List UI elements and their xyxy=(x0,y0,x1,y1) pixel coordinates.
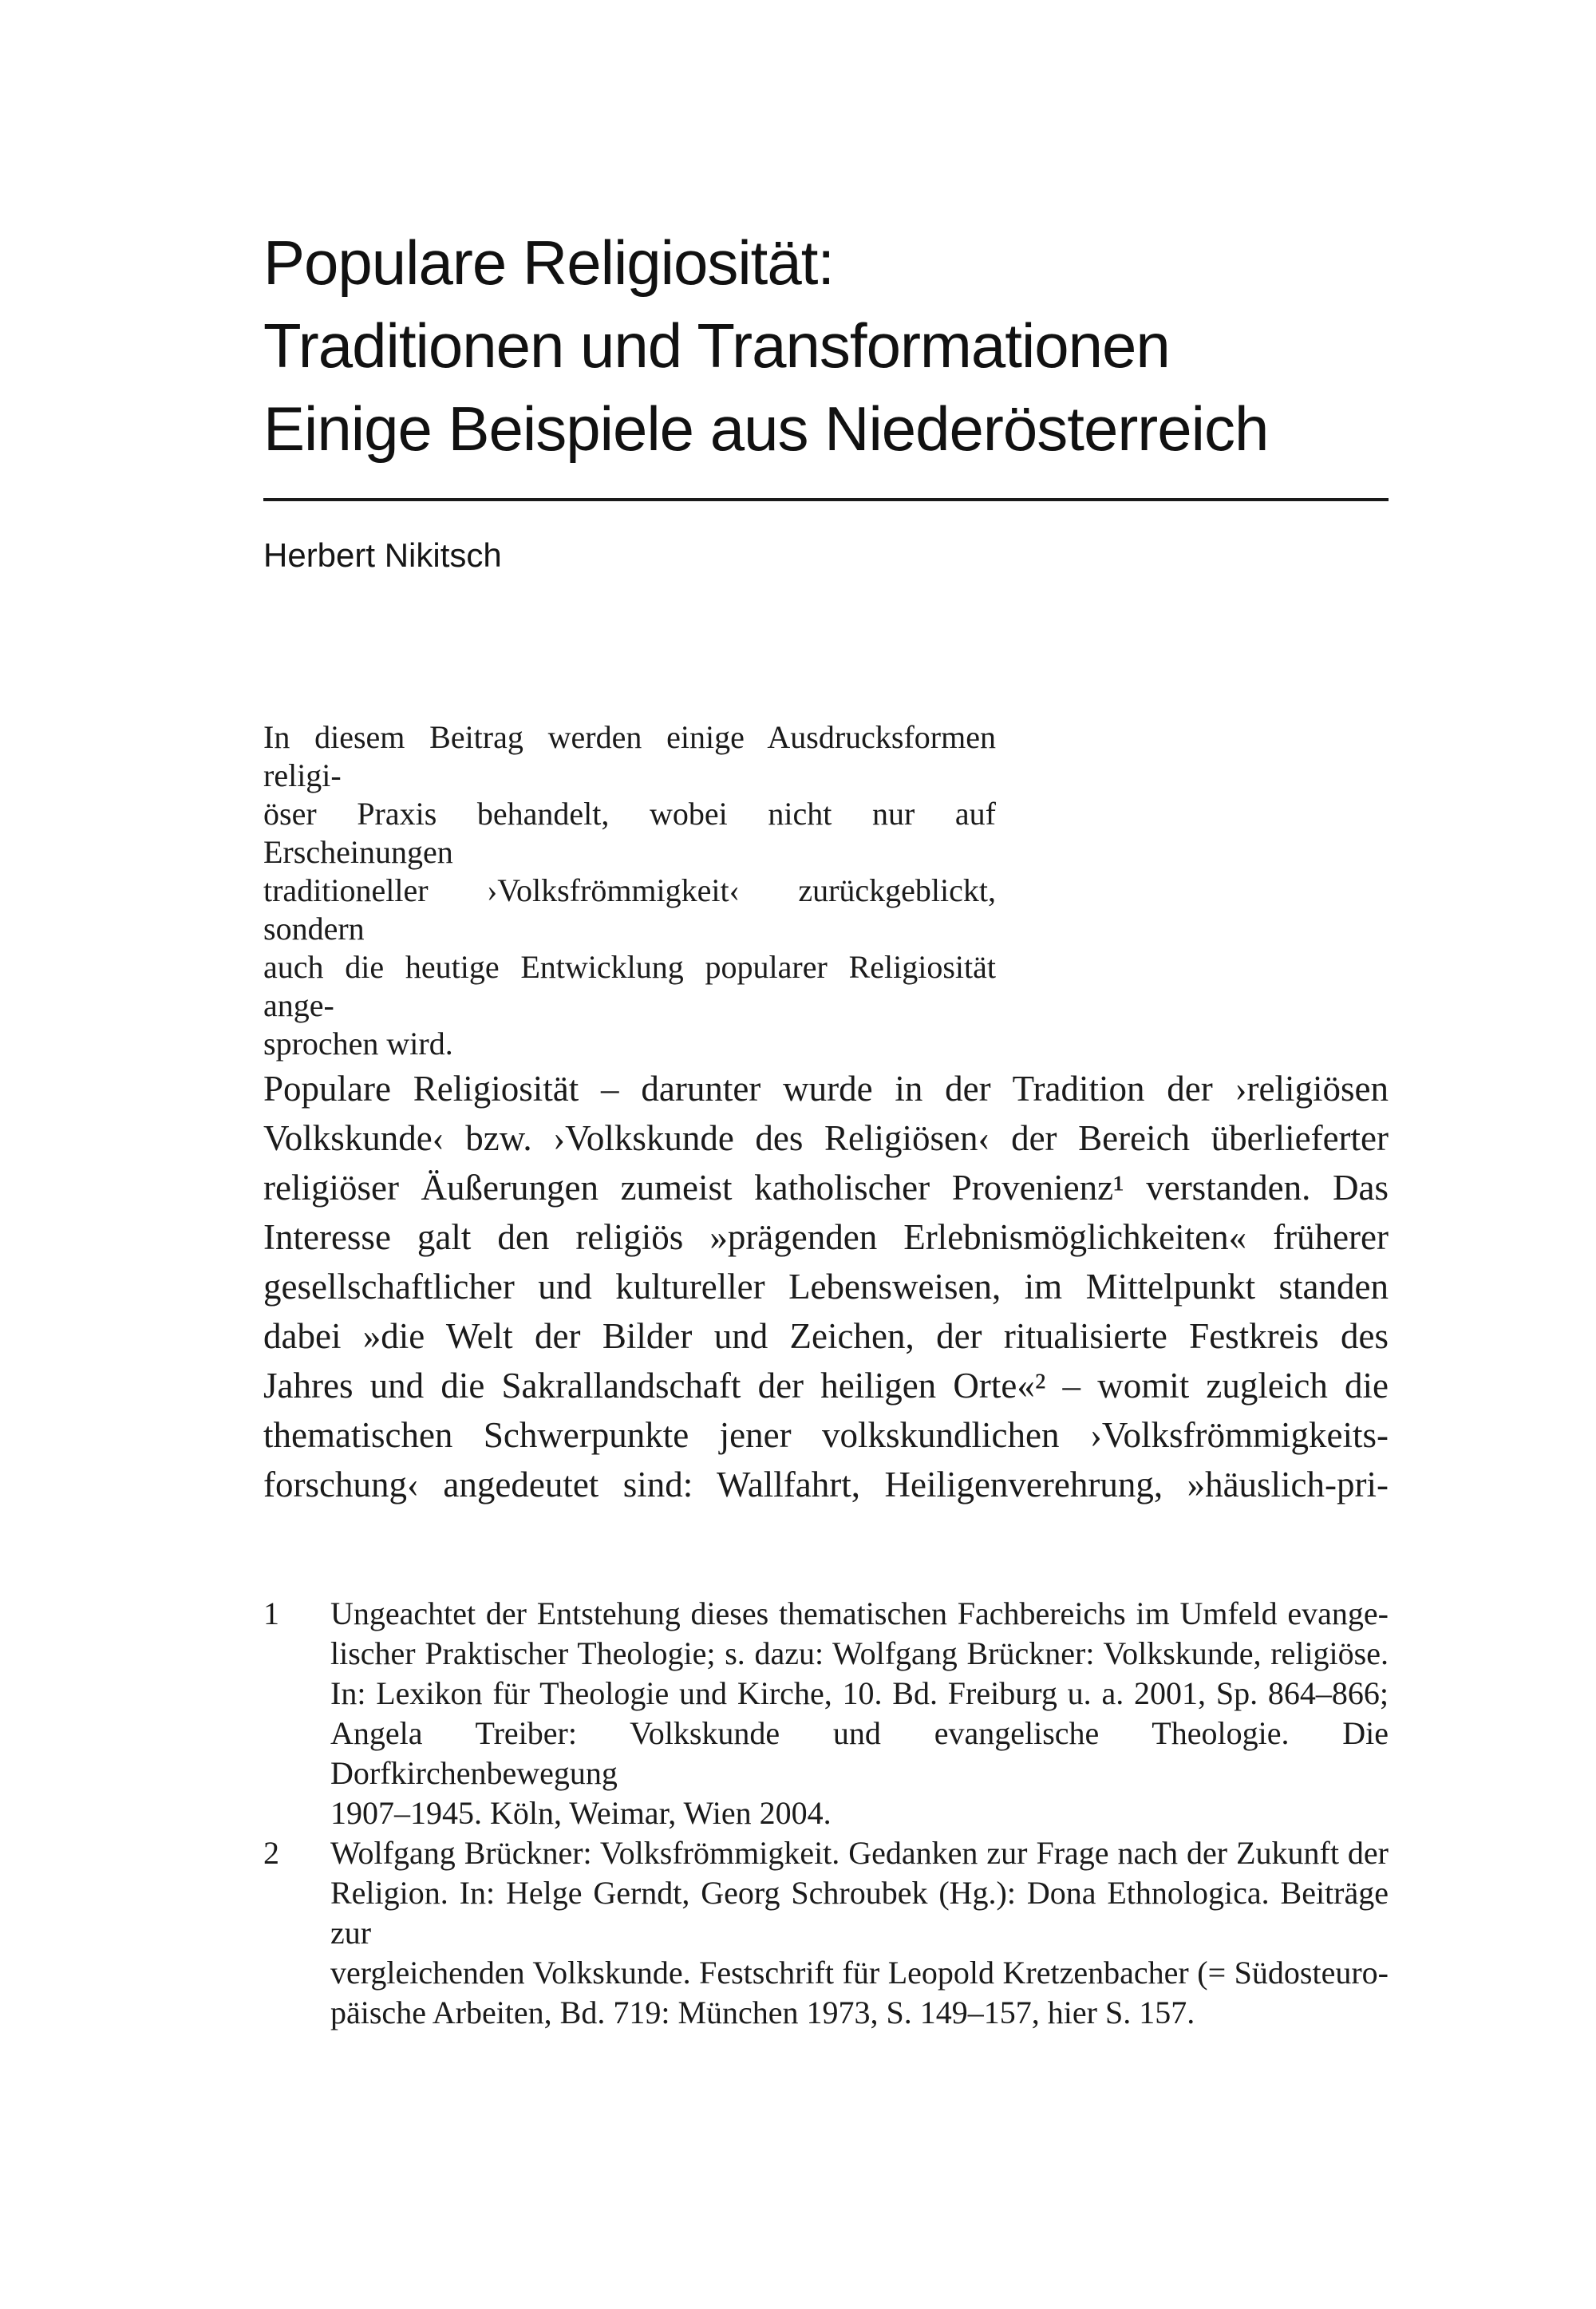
footnote-line: päische Arbeiten, Bd. 719: München 1973, S. 149–157, hier S. 157. xyxy=(330,1995,1195,2030)
abstract-line: öser Praxis behandelt, wobei nicht nur auf Erscheinungen xyxy=(263,796,996,870)
abstract-line: traditioneller ›Volksfrömmigkeit‹ zurückgeblickt, sondern xyxy=(263,872,996,947)
footnote-line: 1907–1945. Köln, Weimar, Wien 2004. xyxy=(330,1795,832,1831)
title-line-3: Einige Beispiele aus Niederösterreich xyxy=(263,393,1269,464)
footnote-line: Religion. In: Helge Gerndt, Georg Schroubek (Hg.): Dona Ethnologica. Beiträge zur xyxy=(330,1875,1389,1951)
abstract-line: auch die heutige Entwicklung popularer Religiosität ange- xyxy=(263,949,996,1023)
footnote-number: 1 xyxy=(263,1595,279,1631)
body-paragraph xyxy=(263,1064,1389,1509)
body-line: gesellschaftlicher und kultureller Lebensweisen, im Mittelpunkt standen xyxy=(263,1267,1389,1307)
abstract-line: In diesem Beitrag werden einige Ausdrucksformen religi- xyxy=(263,719,996,793)
abstract-line: sprochen wird. xyxy=(263,1026,453,1062)
author-name: Herbert Nikitsch xyxy=(263,536,502,574)
footnote-line: lischer Praktischer Theologie; s. dazu: Wolfgang Brückner: Volkskunde, religiöse. xyxy=(330,1635,1389,1671)
body-line: Interesse galt den religiös »prägenden Erlebnismöglichkeiten« früherer xyxy=(263,1217,1389,1257)
footnote-line: Wolfgang Brückner: Volksfrömmigkeit. Gedanken zur Frage nach der Zukunft der xyxy=(330,1835,1389,1871)
footnote-line: In: Lexikon für Theologie und Kirche, 10. Bd. Freiburg u. a. 2001, Sp. 864–866; xyxy=(330,1675,1389,1711)
footnote-line: Ungeachtet der Entstehung dieses thematischen Fachbereichs im Umfeld evange- xyxy=(330,1595,1389,1631)
footnote-text xyxy=(330,1594,1389,1833)
body-line: forschung‹ angedeutet sind: Wallfahrt, Heiligenverehrung, »häuslich-pri- xyxy=(263,1465,1389,1504)
footnote-number: 2 xyxy=(263,1835,279,1871)
body-line: dabei »die Welt der Bilder und Zeichen, der ritualisierte Festkreis des xyxy=(263,1316,1389,1356)
footnote-line: vergleichenden Volkskunde. Festschrift für Leopold Kretzenbacher (= Südosteuro- xyxy=(330,1955,1389,1991)
body-line: thematischen Schwerpunkte jener volkskundlichen ›Volksfrömmigkeits- xyxy=(263,1415,1389,1455)
body-line: Populare Religiosität – darunter wurde in der Tradition der ›religiösen xyxy=(263,1069,1389,1109)
footnote-text xyxy=(330,1833,1389,2033)
body-line: religiöser Äußerungen zumeist katholischer Provenienz¹ verstanden. Das xyxy=(263,1168,1389,1208)
body-line: Volkskunde‹ bzw. ›Volkskunde des Religiösen‹ der Bereich überlieferter xyxy=(263,1118,1389,1158)
title-line-1: Populare Religiosität: xyxy=(263,227,835,298)
body-line: Jahres und die Sakrallandschaft der heiligen Orte«² – womit zugleich die xyxy=(263,1366,1389,1406)
article-title xyxy=(263,221,1396,470)
footnote-1 xyxy=(263,1594,1389,1833)
title-line-2: Traditionen und Transformationen xyxy=(263,310,1170,381)
title-divider-rule xyxy=(263,498,1389,501)
footnote-line: Angela Treiber: Volkskunde und evangelische Theologie. Die Dorfkirchenbewegung xyxy=(330,1715,1389,1791)
footnotes xyxy=(263,1594,1389,2033)
footnote-2 xyxy=(263,1833,1389,2033)
abstract xyxy=(263,718,996,1063)
